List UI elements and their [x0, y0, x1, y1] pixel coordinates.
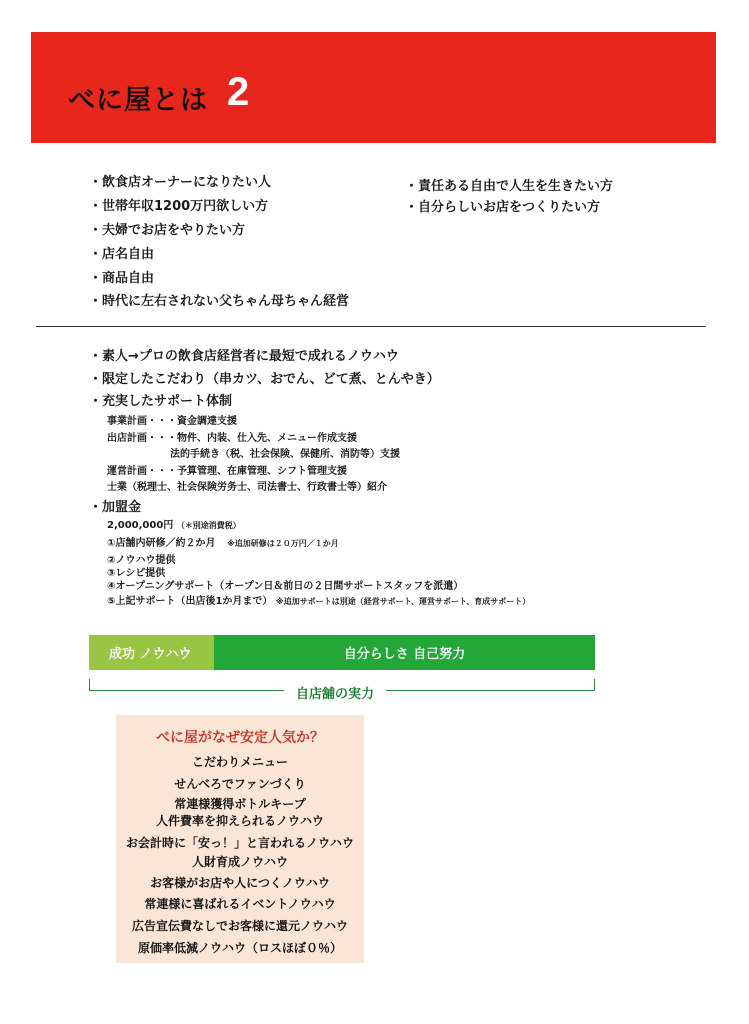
- support-item: 出店計画・・・物件、内装、仕入先、メニュー作成支援: [107, 433, 357, 444]
- franchise-title: ・加盟金: [89, 500, 142, 515]
- fee-amount: 2,000,000円: [107, 520, 174, 531]
- franchise-item: [107, 592, 530, 607]
- franchise-item: [107, 534, 339, 549]
- item-text: ①店舗内研修／約２か月: [107, 538, 216, 549]
- reason-line: 常連様獲得ボトルキープ: [174, 797, 306, 811]
- reason-line: 人件費率を抑えられるノウハウ: [155, 814, 324, 828]
- item-text: ⑤上記サポート（出店後1か月まで）: [107, 596, 273, 607]
- target-item: ・飲食店オーナーになりたい人: [89, 175, 272, 190]
- target-item: ・世帯年収1200万円欲しい方: [89, 199, 269, 214]
- reason-line: 常連様に喜ばれるイベントノウハウ: [144, 897, 336, 911]
- franchise-fee: [107, 516, 241, 531]
- target-item: ・責任ある自由で人生を生きたい方: [405, 179, 614, 194]
- item-note: ※追加サポートは別途（経営サポート、運営サポート、育成サポート）: [275, 597, 531, 606]
- bar-success-knowhow: 成功 ノウハウ: [89, 635, 214, 670]
- reason-line: 人財育成ノウハウ: [191, 855, 288, 869]
- reason-line: お客様がお店や人につくノウハウ: [150, 876, 330, 890]
- bar-self-effort: 自分らしさ 自己努力: [214, 635, 595, 670]
- franchise-item: ③レシピ提供: [107, 568, 166, 579]
- target-item: ・店名自由: [89, 247, 155, 262]
- support-item: 士業（税理士、社会保険労务士、司法書士、行政書士等）紹介: [107, 482, 387, 493]
- support-item: 運営計画・・・予算管理、在庫管理、シフト管理支援: [107, 466, 347, 477]
- reason-line: せんべろでファンづくり: [174, 777, 306, 791]
- target-item: ・商品自由: [89, 271, 155, 286]
- divider: [36, 326, 706, 327]
- support-title: ・充実したサポート体制: [89, 394, 233, 409]
- feature-focus: ・限定したこだわり（串カツ、おでん、どて煮、とんやき）: [89, 372, 440, 387]
- franchise-item: ②ノウハウ提供: [107, 555, 176, 566]
- item-note: ※追加研修は２０万円／１か月: [226, 539, 339, 548]
- bracket-label: 自店舗の実力: [284, 683, 386, 702]
- support-item: 法的手続き（税、社会保険、保健所、消防等）支援: [170, 449, 400, 460]
- reason-line: 広告宣伝費なしでお客様に還元ノウハウ: [131, 919, 348, 933]
- franchise-item: ④オープニングサポート（オープン日＆前日の２日間サポートスタッフを派遣）: [107, 581, 464, 592]
- reason-line: 原価率低減ノウハウ（ロスほぼ０％）: [137, 941, 342, 955]
- fee-note: （＊別途消費税）: [176, 521, 241, 530]
- target-item: ・時代に左右されない父ちゃん母ちゃん経営: [89, 294, 350, 309]
- feature-know-how: ・素人→プロの飲食店経営者に最短で成れるノウハウ: [89, 349, 399, 364]
- page-title: べに屋とは: [68, 85, 208, 116]
- target-item: ・自分らしいお店をつくりたい方: [405, 200, 601, 215]
- target-item: ・夫婦でお店をやりたい方: [89, 223, 246, 238]
- reasons-box: [116, 715, 364, 963]
- reasons-heading: べに屋がなぜ安定人気か？: [156, 730, 324, 746]
- support-item: 事業計画・・・資金調達支援: [107, 416, 237, 427]
- header-banner: [31, 32, 716, 143]
- reason-line: こだわりメニュー: [191, 755, 288, 769]
- reason-line: お会計時に「安っ！」と言われるノウハウ: [125, 836, 354, 850]
- page-number: 2: [227, 70, 250, 114]
